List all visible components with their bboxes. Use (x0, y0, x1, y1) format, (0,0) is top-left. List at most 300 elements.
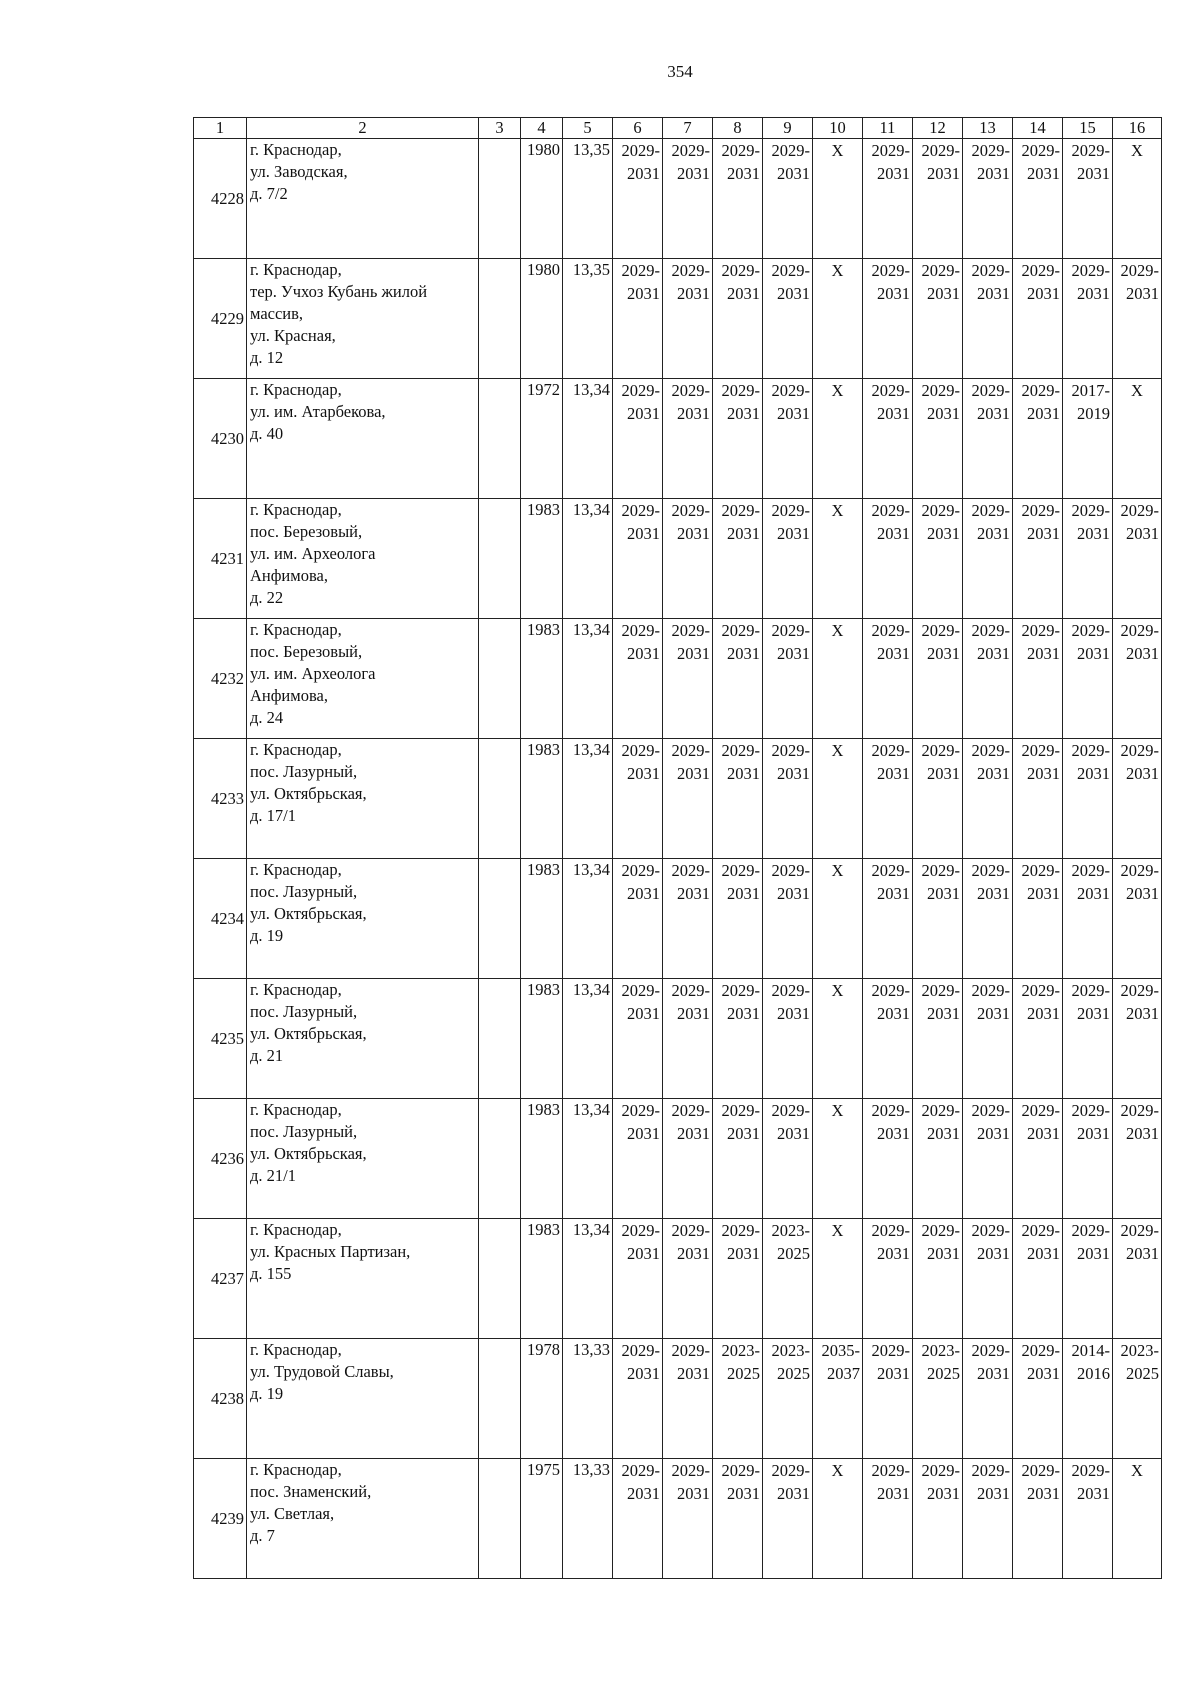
period-line: 2031 (777, 884, 810, 903)
period-cell (1063, 499, 1113, 619)
column-header-12: 12 (913, 118, 963, 139)
period-line: 2031 (1126, 1124, 1159, 1143)
period-line: 2031 (727, 284, 760, 303)
period-line: 2029- (871, 1341, 910, 1360)
period-cell (863, 379, 913, 499)
period-cell (863, 1219, 913, 1339)
period-line: 2031 (877, 524, 910, 543)
period-cell (1013, 499, 1063, 619)
not-applicable-mark: X (831, 141, 844, 160)
period-line: 2025 (727, 1364, 760, 1383)
period-line: 2029- (921, 141, 960, 160)
address-cell (247, 139, 479, 259)
period-line: 2031 (1077, 1124, 1110, 1143)
period-line: 2031 (1077, 1484, 1110, 1503)
period-line: 2031 (877, 1364, 910, 1383)
period-line: 2029- (1071, 1461, 1110, 1480)
period-cell (763, 619, 813, 739)
period-line: 2031 (627, 164, 660, 183)
period-cell (613, 1339, 663, 1459)
period-cell (1013, 1459, 1063, 1579)
period-line: 2023- (721, 1341, 760, 1360)
period-line: 2029- (1021, 1341, 1060, 1360)
period-line: 2031 (877, 404, 910, 423)
period-line: 2029- (771, 621, 810, 640)
period-cell (813, 379, 863, 499)
period-line: 2031 (977, 164, 1010, 183)
period-line: 2031 (877, 764, 910, 783)
period-line: 2029- (1071, 1101, 1110, 1120)
period-line: 2031 (677, 404, 710, 423)
period-cell (963, 979, 1013, 1099)
period-cell (613, 139, 663, 259)
address-line: ул. им. Археолога (250, 544, 376, 563)
period-line: 2029- (671, 1221, 710, 1240)
period-line: 2029- (621, 621, 660, 640)
period-line: 2031 (927, 284, 960, 303)
period-line: 2031 (877, 1244, 910, 1263)
not-applicable-mark: X (831, 381, 844, 400)
not-applicable-mark: X (831, 741, 844, 760)
address-line: д. 12 (250, 348, 284, 367)
period-cell (1063, 259, 1113, 379)
period-line: 2029- (771, 381, 810, 400)
period-line: 2029- (671, 861, 710, 880)
address-cell (247, 499, 479, 619)
record-number: 4228 (194, 139, 247, 259)
period-line: 2029- (1071, 621, 1110, 640)
period-line: 2031 (1077, 164, 1110, 183)
value-cell: 13,35 (563, 139, 613, 259)
period-cell (963, 499, 1013, 619)
period-cell (1113, 619, 1162, 739)
period-cell (763, 979, 813, 1099)
value-cell: 13,34 (563, 1219, 613, 1339)
address-line: г. Краснодар, (250, 1220, 342, 1239)
period-line: 2023- (921, 1341, 960, 1360)
record-number: 4238 (194, 1339, 247, 1459)
period-cell (813, 139, 863, 259)
column-3-cell (479, 979, 521, 1099)
period-line: 2031 (627, 1364, 660, 1383)
address-line: пос. Березовый, (250, 642, 363, 661)
period-line: 2029- (1120, 1101, 1159, 1120)
period-line: 2031 (877, 164, 910, 183)
period-cell (663, 1459, 713, 1579)
period-line: 2029- (871, 981, 910, 1000)
period-line: 2031 (627, 1244, 660, 1263)
period-line: 2031 (1077, 1004, 1110, 1023)
period-line: 2031 (677, 164, 710, 183)
address-line: д. 7/2 (250, 184, 288, 203)
column-header-16: 16 (1113, 118, 1162, 139)
period-line: 2031 (977, 524, 1010, 543)
period-line: 2031 (777, 1484, 810, 1503)
address-line: пос. Березовый, (250, 522, 363, 541)
period-line: 2029- (921, 1101, 960, 1120)
period-cell (1113, 1219, 1162, 1339)
period-line: 2031 (677, 524, 710, 543)
period-line: 2029- (771, 1461, 810, 1480)
period-line: 2029- (721, 381, 760, 400)
period-cell (913, 1459, 963, 1579)
period-cell (613, 979, 663, 1099)
column-header-1: 1 (194, 118, 247, 139)
not-applicable-mark: X (831, 1101, 844, 1120)
period-cell (713, 1459, 763, 1579)
period-line: 2029- (971, 1341, 1010, 1360)
column-3-cell (479, 499, 521, 619)
not-applicable-mark: X (831, 261, 844, 280)
period-line: 2029- (771, 141, 810, 160)
record-number: 4233 (194, 739, 247, 859)
not-applicable-mark: X (831, 1221, 844, 1240)
address-cell (247, 619, 479, 739)
period-line: 2031 (677, 1364, 710, 1383)
period-line: 2029- (971, 261, 1010, 280)
period-cell (1013, 859, 1063, 979)
address-line: пос. Лазурный, (250, 1002, 358, 1021)
period-cell (963, 1459, 1013, 1579)
not-applicable-mark: X (1131, 141, 1143, 160)
period-line: 2031 (877, 1004, 910, 1023)
address-cell (247, 259, 479, 379)
period-line: 2031 (1077, 524, 1110, 543)
period-cell (663, 1339, 713, 1459)
period-line: 2031 (927, 1244, 960, 1263)
period-line: 2029- (771, 741, 810, 760)
period-line: 2023- (771, 1221, 810, 1240)
period-line: 2029- (871, 1461, 910, 1480)
build-year-cell: 1978 (521, 1339, 563, 1459)
period-line: 2031 (727, 1484, 760, 1503)
period-cell (813, 1459, 863, 1579)
column-3-cell (479, 259, 521, 379)
record-number: 4236 (194, 1099, 247, 1219)
period-line: 2029- (971, 1461, 1010, 1480)
address-line: д. 155 (250, 1264, 292, 1283)
period-line: 2029- (921, 261, 960, 280)
period-cell (663, 1219, 713, 1339)
build-year-cell: 1983 (521, 739, 563, 859)
value-cell: 13,34 (563, 499, 613, 619)
address-line: д. 19 (250, 1384, 284, 1403)
address-line: ул. Октябрьская, (250, 904, 367, 923)
period-cell (1063, 619, 1113, 739)
period-line: 2031 (977, 1364, 1010, 1383)
period-cell (713, 499, 763, 619)
period-line: 2031 (727, 644, 760, 663)
period-line: 2031 (627, 764, 660, 783)
period-line: 2031 (727, 164, 760, 183)
period-line: 2014- (1071, 1341, 1110, 1360)
period-cell (813, 979, 863, 1099)
address-cell (247, 1459, 479, 1579)
period-line: 2031 (777, 164, 810, 183)
address-line: тер. Учхоз Кубань жилой (250, 282, 428, 301)
column-header-2: 2 (247, 118, 479, 139)
period-line: 2031 (677, 284, 710, 303)
period-cell (713, 379, 763, 499)
address-line: г. Краснодар, (250, 380, 342, 399)
period-line: 2025 (777, 1244, 810, 1263)
period-cell (963, 259, 1013, 379)
period-cell (713, 859, 763, 979)
period-cell (913, 1339, 963, 1459)
address-line: д. 19 (250, 926, 284, 945)
period-line: 2029- (1021, 141, 1060, 160)
period-line: 2029- (771, 501, 810, 520)
not-applicable-mark: X (831, 981, 844, 1000)
period-cell (663, 379, 713, 499)
period-line: 2029- (1021, 1461, 1060, 1480)
period-cell (763, 739, 813, 859)
period-line: 2031 (727, 1004, 760, 1023)
period-cell (813, 859, 863, 979)
period-cell (1063, 979, 1113, 1099)
address-cell (247, 859, 479, 979)
period-line: 2031 (627, 1484, 660, 1503)
table-row (194, 1099, 1162, 1219)
period-line: 2029- (1120, 621, 1159, 640)
period-cell (913, 739, 963, 859)
period-line: 2031 (877, 644, 910, 663)
not-applicable-mark: X (831, 861, 844, 880)
period-cell (613, 1099, 663, 1219)
period-line: 2029- (1071, 981, 1110, 1000)
period-cell (1063, 739, 1113, 859)
period-line: 2029- (721, 621, 760, 640)
period-cell (1063, 379, 1113, 499)
table-row (194, 139, 1162, 259)
period-cell (863, 1459, 913, 1579)
period-line: 2029- (971, 981, 1010, 1000)
period-line: 2029- (921, 1461, 960, 1480)
record-number: 4229 (194, 259, 247, 379)
value-cell: 13,34 (563, 859, 613, 979)
period-line: 2029- (621, 381, 660, 400)
period-line: 2031 (1126, 644, 1159, 663)
period-line: 2029- (1120, 1221, 1159, 1240)
not-applicable-mark: X (1131, 381, 1143, 400)
period-line: 2031 (1027, 644, 1060, 663)
period-cell (913, 859, 963, 979)
period-line: 2029- (1071, 141, 1110, 160)
period-line: 2029- (971, 1101, 1010, 1120)
period-cell (863, 1099, 913, 1219)
period-cell (1113, 379, 1162, 499)
column-header-4: 4 (521, 118, 563, 139)
period-line: 2031 (877, 284, 910, 303)
period-cell (863, 739, 913, 859)
period-line: 2031 (627, 284, 660, 303)
period-cell (663, 739, 713, 859)
period-line: 2029- (621, 1461, 660, 1480)
value-cell: 13,35 (563, 259, 613, 379)
address-line: д. 22 (250, 588, 284, 607)
period-cell (663, 499, 713, 619)
period-cell (713, 1339, 763, 1459)
period-cell (713, 139, 763, 259)
period-cell (1013, 979, 1063, 1099)
period-cell (1113, 859, 1162, 979)
period-cell (663, 859, 713, 979)
period-cell (1013, 739, 1063, 859)
period-cell (863, 259, 913, 379)
period-line: 2031 (977, 1004, 1010, 1023)
value-cell: 13,33 (563, 1459, 613, 1579)
record-number: 4230 (194, 379, 247, 499)
period-cell (1063, 1219, 1113, 1339)
column-header-13: 13 (963, 118, 1013, 139)
table-row (194, 1339, 1162, 1459)
period-line: 2031 (1077, 284, 1110, 303)
period-line: 2031 (977, 1124, 1010, 1143)
period-cell (1063, 139, 1113, 259)
period-line: 2029- (1120, 501, 1159, 520)
period-line: 2031 (677, 764, 710, 783)
value-cell: 13,33 (563, 1339, 613, 1459)
period-line: 2031 (777, 1124, 810, 1143)
address-line: г. Краснодар, (250, 1340, 342, 1359)
period-line: 2023- (771, 1341, 810, 1360)
period-cell (663, 1099, 713, 1219)
column-3-cell (479, 1459, 521, 1579)
period-cell (1013, 379, 1063, 499)
period-cell (963, 859, 1013, 979)
period-cell (1113, 1099, 1162, 1219)
period-cell (813, 619, 863, 739)
period-cell (813, 259, 863, 379)
period-line: 2031 (927, 884, 960, 903)
period-cell (1013, 139, 1063, 259)
period-line: 2029- (921, 1221, 960, 1240)
address-line: ул. Октябрьская, (250, 1024, 367, 1043)
period-line: 2029- (671, 381, 710, 400)
period-line: 2031 (1027, 884, 1060, 903)
period-line: 2031 (777, 644, 810, 663)
period-line: 2031 (927, 764, 960, 783)
period-line: 2031 (927, 1484, 960, 1503)
address-line: д. 17/1 (250, 806, 296, 825)
period-line: 2023- (1120, 1341, 1159, 1360)
period-line: 2031 (627, 644, 660, 663)
period-line: 2029- (921, 381, 960, 400)
address-line: пос. Лазурный, (250, 882, 358, 901)
record-number: 4234 (194, 859, 247, 979)
column-header-15: 15 (1063, 118, 1113, 139)
address-line: ул. Октябрьская, (250, 1144, 367, 1163)
period-cell (963, 1099, 1013, 1219)
period-line: 2029- (1071, 1221, 1110, 1240)
period-line: 2029- (971, 621, 1010, 640)
address-line: ул. Красная, (250, 326, 336, 345)
period-cell (1013, 1099, 1063, 1219)
period-line: 2031 (1077, 764, 1110, 783)
build-year-cell: 1983 (521, 499, 563, 619)
record-number: 4232 (194, 619, 247, 739)
period-line: 2029- (1021, 741, 1060, 760)
period-line: 2029- (1021, 981, 1060, 1000)
period-cell (1113, 499, 1162, 619)
column-header-5: 5 (563, 118, 613, 139)
column-3-cell (479, 739, 521, 859)
column-header-7: 7 (663, 118, 713, 139)
period-line: 2031 (677, 884, 710, 903)
period-cell (863, 979, 913, 1099)
period-line: 2029- (721, 1461, 760, 1480)
period-line: 2019 (1077, 404, 1110, 423)
period-line: 2031 (677, 1484, 710, 1503)
period-line: 2029- (1021, 621, 1060, 640)
period-line: 2031 (1027, 1004, 1060, 1023)
period-cell (613, 379, 663, 499)
address-line: пос. Лазурный, (250, 762, 358, 781)
build-year-cell: 1983 (521, 1219, 563, 1339)
period-line: 2031 (777, 1004, 810, 1023)
period-line: 2029- (621, 261, 660, 280)
period-line: 2029- (921, 861, 960, 880)
address-line: ул. Заводская, (250, 162, 348, 181)
period-cell (913, 1099, 963, 1219)
period-cell (613, 859, 663, 979)
period-line: 2029- (1071, 741, 1110, 760)
period-cell (763, 859, 813, 979)
period-cell (1113, 739, 1162, 859)
period-line: 2031 (677, 644, 710, 663)
period-line: 2031 (1126, 764, 1159, 783)
period-line: 2031 (927, 1004, 960, 1023)
period-line: 2031 (1027, 1244, 1060, 1263)
period-cell (713, 259, 763, 379)
period-cell (813, 1219, 863, 1339)
address-cell (247, 379, 479, 499)
period-line: 2031 (677, 1124, 710, 1143)
period-cell (963, 379, 1013, 499)
period-line: 2029- (671, 981, 710, 1000)
period-line: 2031 (727, 1124, 760, 1143)
period-line: 2035- (821, 1341, 860, 1360)
period-line: 2029- (671, 141, 710, 160)
period-line: 2029- (871, 501, 910, 520)
period-cell (763, 1459, 813, 1579)
period-cell (813, 1099, 863, 1219)
period-line: 2029- (621, 1341, 660, 1360)
period-line: 2029- (871, 621, 910, 640)
period-line: 2029- (621, 861, 660, 880)
period-line: 2029- (671, 261, 710, 280)
period-cell (613, 1459, 663, 1579)
period-line: 2029- (671, 741, 710, 760)
column-header-11: 11 (863, 118, 913, 139)
period-line: 2031 (777, 524, 810, 543)
period-line: 2029- (621, 501, 660, 520)
build-year-cell: 1980 (521, 259, 563, 379)
period-line: 2031 (927, 524, 960, 543)
value-cell: 13,34 (563, 619, 613, 739)
period-line: 2031 (777, 284, 810, 303)
period-cell (1063, 1459, 1113, 1579)
build-year-cell: 1983 (521, 979, 563, 1099)
table-row (194, 379, 1162, 499)
period-line: 2029- (621, 1101, 660, 1120)
column-3-cell (479, 1339, 521, 1459)
period-cell (913, 259, 963, 379)
period-cell (863, 619, 913, 739)
period-cell (913, 1219, 963, 1339)
period-line: 2029- (771, 261, 810, 280)
period-cell (1063, 859, 1113, 979)
